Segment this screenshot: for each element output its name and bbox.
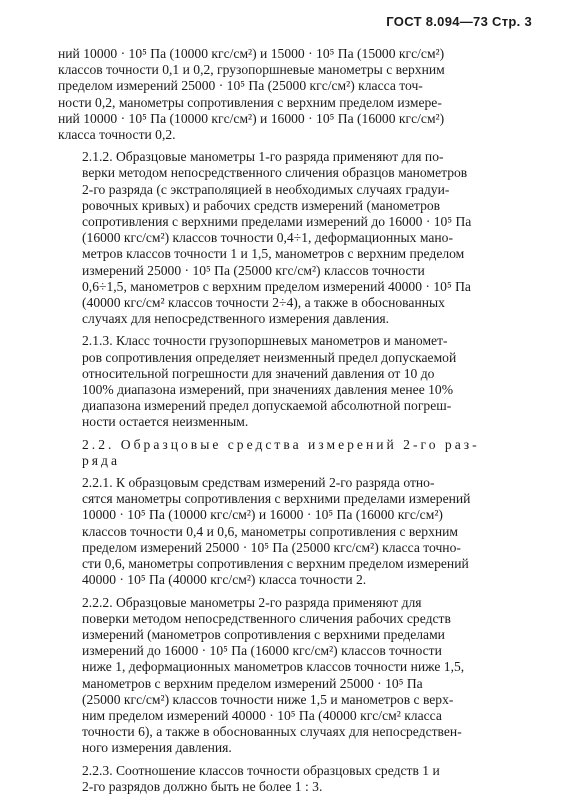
text-line: 40000 · 10⁵ Па (40000 кгс/см²) класса точности 2. — [82, 572, 367, 588]
text-line: относительной погрешности для значений давления от 10 до — [82, 365, 435, 381]
text-line: 2.2.2. Образцовые манометры 2-го разряда применяют для — [82, 594, 422, 610]
text-line: ного измерения давления. — [82, 740, 232, 756]
text-line: метров классов точности 1 и 1,5, манометров с верхним пределом — [82, 246, 465, 262]
text-line: точности 6), а также в обоснованных случаях для непосредствен- — [82, 724, 462, 740]
text-line: ности 0,2, манометры сопротивления с верхним пределом измере- — [58, 94, 442, 110]
page-header — [386, 14, 532, 29]
text-line: измерений 25000 · 10⁵ Па (25000 кгс/см²) классов точности — [82, 262, 425, 278]
text-line: сятся манометры сопротивления с верхними пределами измерений — [82, 491, 471, 507]
text-line: ровочных кривых) и рабочих средств измерений (манометров — [82, 197, 441, 213]
paragraph-2-2-2 — [58, 595, 524, 757]
text-line: (16000 кгс/см²) классов точности 0,4÷1, деформационных мано- — [82, 230, 454, 246]
text-line: измерений до 16000 · 10⁵ Па (16000 кгс/см²) классов точности — [82, 643, 442, 659]
page-body — [58, 46, 524, 795]
text-line: диапазона измерений предел допускаемой абсолютной погреш- — [82, 398, 452, 414]
heading-line: ряда — [82, 452, 120, 468]
text-line: ров сопротивления определяет неизменный предел допускаемой — [82, 349, 457, 365]
text-line: 2-го разряда (с экстраполяцией в необходимых случаях градуи- — [82, 181, 450, 197]
text-line: сти 0,6, манометры сопротивления с верхним пределом измерений — [82, 556, 469, 572]
text-line: 2-го разрядов должно быть не более 1 : 3. — [82, 778, 323, 794]
text-line: класса точности 0,2. — [58, 127, 176, 143]
paragraph-2-2-1 — [58, 475, 524, 588]
text-line: ний 10000 · 10⁵ Па (10000 кгс/см²) и 15000 · 10⁵ Па (15000 кгс/см²) — [58, 46, 445, 61]
text-line: классов точности 0,1 и 0,2, грузопоршневые манометры с верхним — [58, 62, 445, 78]
text-line: верки методом непосредственного сличения образцов манометров — [82, 165, 468, 181]
text-line: 2.1.2. Образцовые манометры 1-го разряда применяют для по- — [82, 149, 444, 165]
page-number: Стр. 3 — [492, 14, 532, 29]
paragraph-continuation — [58, 46, 524, 143]
text-line: ним пределом измерений 40000 · 10⁵ Па (40000 кгс/см² класса — [82, 707, 442, 723]
section-heading-2-2 — [58, 437, 524, 469]
text-line: 100% диапазона измерений, при значениях давления менее 10% — [82, 382, 454, 398]
heading-line: 2.2. Образцовые средства измерений 2-го раз- — [82, 436, 480, 452]
text-line: случаях для непосредственного измерения давления. — [82, 311, 390, 327]
text-line: манометров с верхним пределом измерений 25000 · 10⁵ Па — [82, 675, 423, 691]
text-line: ний 10000 · 10⁵ Па (10000 кгс/см²) и 16000 · 10⁵ Па (16000 кгс/см²) — [58, 110, 445, 126]
text-line: пределом измерений 25000 · 10⁵ Па (25000 кгс/см²) класса точ- — [58, 78, 423, 94]
paragraph-2-2-3 — [58, 763, 524, 795]
text-line: поверки методом непосредственного сличения рабочих средств — [82, 610, 451, 626]
text-line: (25000 кгс/см²) классов точности ниже 1,5 и манометров с верх- — [82, 691, 454, 707]
text-line: 2.1.3. Класс точности грузопоршневых манометров и маномет- — [82, 333, 448, 349]
standard-number: ГОСТ 8.094—73 — [386, 14, 489, 29]
text-line: 2.2.3. Соотношение классов точности образцовых средств 1 и — [82, 762, 440, 778]
paragraph-2-1-2 — [58, 149, 524, 327]
text-line: сопротивления с верхними пределами измерений до 16000 · 10⁵ Па — [82, 214, 472, 230]
text-line: 2.2.1. К образцовым средствам измерений 2-го разряда отно- — [82, 475, 435, 491]
paragraph-2-1-3 — [58, 333, 524, 430]
text-line: классов точности 0,4 и 0,6, манометры сопротивления с верхним — [82, 523, 459, 539]
text-line: (40000 кгс/см² классов точности 2÷4), а также в обоснованных — [82, 295, 445, 311]
text-line: ниже 1, деформационных манометров классов точности ниже 1,5, — [82, 659, 465, 675]
text-line: ности остается неизменным. — [82, 414, 249, 430]
text-line: 10000 · 10⁵ Па (10000 кгс/см²) и 16000 · 10⁵ Па (16000 кгс/см²) — [82, 507, 443, 523]
text-line: измерений (манометров сопротивления с верхними пределами — [82, 626, 445, 642]
text-line: пределом измерений 25000 · 10⁵ Па (25000 кгс/см²) класса точно- — [82, 539, 461, 555]
text-line: 0,6÷1,5, манометров с верхним пределом измерений 40000 · 10⁵ Па — [82, 278, 471, 294]
